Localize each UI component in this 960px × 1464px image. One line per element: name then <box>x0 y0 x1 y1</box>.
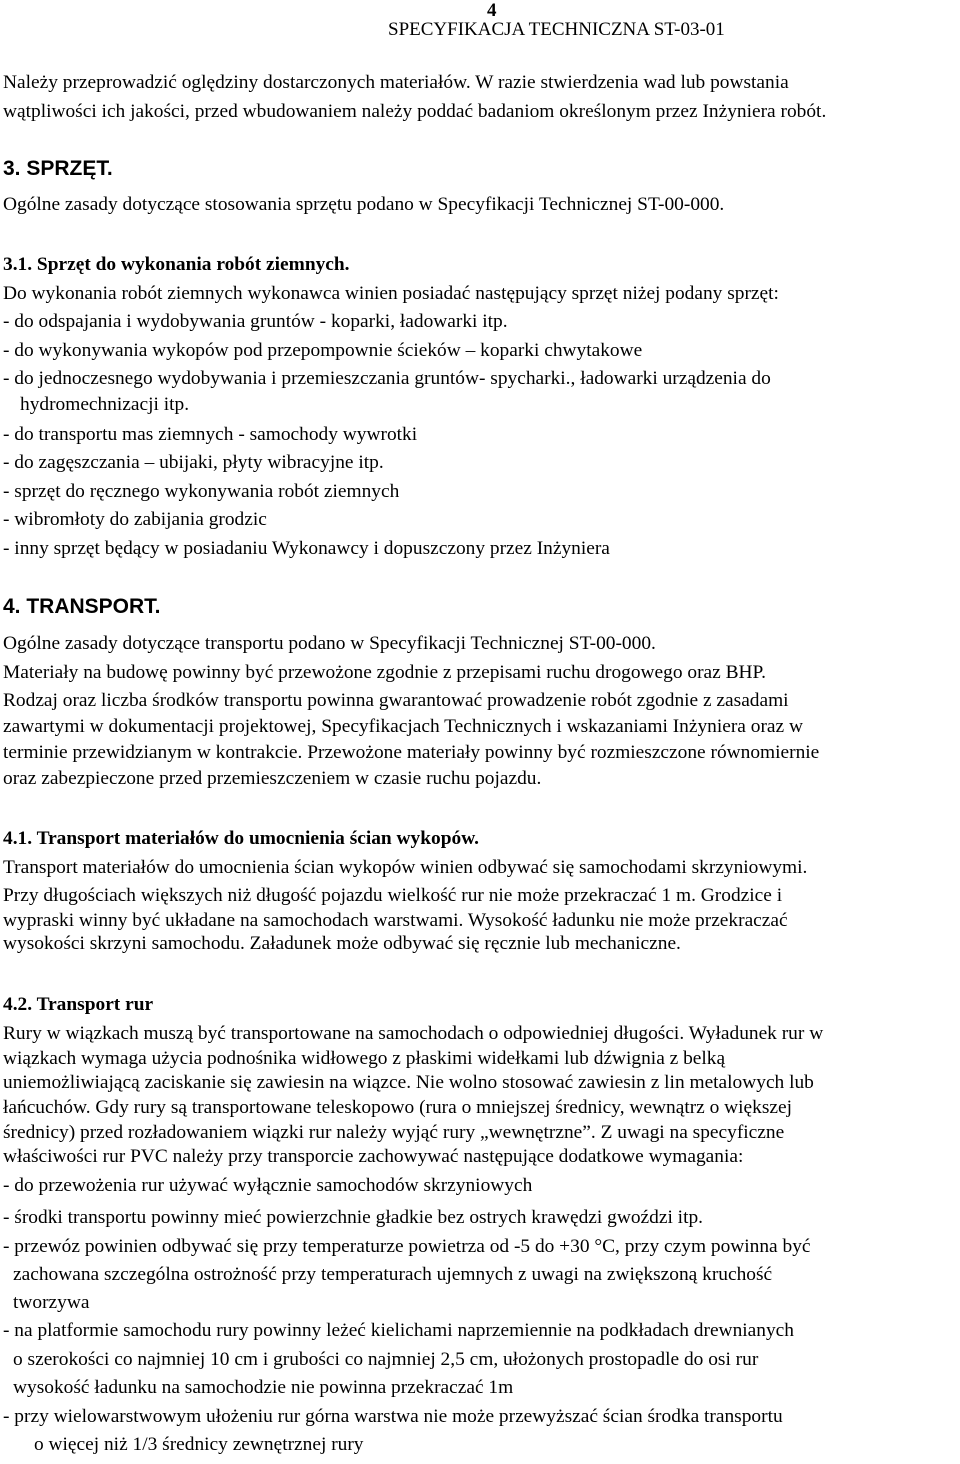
list-item-continuation: o więcej niż 1/3 średnicy zewnętrznej rury <box>34 1434 364 1455</box>
paragraph-line: Ogólne zasady dotyczące stosowania sprzętu podano w Specyfikacji Technicznej ST-00-000. <box>3 194 725 215</box>
section-heading-transport: 4. TRANSPORT. <box>3 595 161 618</box>
paragraph-line: wątpliwości ich jakości, przed wbudowaniem należy poddać badaniom określonym przez Inżyniera robót. <box>3 101 827 122</box>
list-item: - wibromłoty do zabijania grodzic <box>3 509 267 530</box>
paragraph-line: Rury w wiązkach muszą być transportowane na samochodach o odpowiedniej długości. Wyładunek rur w <box>3 1023 824 1044</box>
paragraph-line: Rodzaj oraz liczba środków transportu powinna gwarantować prowadzenie robót zgodnie z zasadami <box>3 690 789 711</box>
list-item: - sprzęt do ręcznego wykonywania robót ziemnych <box>3 481 400 502</box>
subsection-heading: 4.2. Transport rur <box>3 994 154 1015</box>
list-item-continuation: o szerokości co najmniej 10 cm i grubości co najmniej 2,5 cm, ułożonych prostopadle do osi rur <box>13 1349 759 1370</box>
list-item: - do wykonywania wykopów pod przepompownie ścieków – koparki chwytakowe <box>3 340 643 361</box>
paragraph-line: Transport materiałów do umocnienia ścian wykopów winien odbywać się samochodami skrzyniowymi. <box>3 857 808 878</box>
paragraph-line: Należy przeprowadzić oględziny dostarczonych materiałów. W razie stwierdzenia wad lub powstania <box>3 72 789 93</box>
list-item: - do transportu mas ziemnych - samochody wywrotki <box>3 424 418 445</box>
paragraph-line: wysokości skrzyni samochodu. Załadunek może odbywać się ręcznie lub mechaniczne. <box>3 933 681 954</box>
list-item-continuation: tworzywa <box>13 1292 90 1313</box>
paragraph-line: wiązkach wymaga użycia podnośnika widłowego z płaskimi widełkami lub dźwignia z belką <box>3 1048 726 1069</box>
spec-header-title: SPECYFIKACJA TECHNICZNA ST-03-01 <box>388 19 725 40</box>
subsection-heading: 3.1. Sprzęt do wykonania robót ziemnych. <box>3 254 350 275</box>
list-item: - przewóz powinien odbywać się przy temperaturze powietrza od -5 do +30 °C, przy czym powinna być <box>3 1236 811 1257</box>
paragraph-line: średnicy) przed rozładowaniem wiązki rur należy wyjąć rury „wewnętrzne”. Z uwagi na specyficzne <box>3 1122 785 1143</box>
paragraph-line: Materiały na budowę powinny być przewożone zgodnie z przepisami ruchu drogowego oraz BHP. <box>3 662 767 683</box>
paragraph-line: Do wykonania robót ziemnych wykonawca winien posiadać następujący sprzęt niżej podany sprzęt: <box>3 283 779 304</box>
paragraph-line: łańcuchów. Gdy rury są transportowane teleskopowo (rura o mniejszej średnicy, wewnątrz o większej <box>3 1097 793 1118</box>
section-heading-equipment: 3. SPRZĘT. <box>3 157 113 180</box>
page-number: 4 <box>487 0 497 21</box>
paragraph-line: Ogólne zasady dotyczące transportu podano w Specyfikacji Technicznej ST-00-000. <box>3 633 656 654</box>
list-item: - przy wielowarstwowym ułożeniu rur górna warstwa nie może przewyższać ścian środka transportu <box>3 1406 783 1427</box>
list-item: - do jednoczesnego wydobywania i przemieszczania gruntów- spycharki., ładowarki urządzenia do <box>3 368 771 389</box>
paragraph-line: zawartymi w dokumentacji projektowej, Specyfikacjach Technicznych i wskazaniami Inżyniera oraz w <box>3 716 803 737</box>
paragraph-line: uniemożliwiającą zaciskanie się zawiesin na wiązce. Nie wolno stosować zawiesin z lin metalowych lub <box>3 1072 814 1093</box>
list-item: - do zagęszczania – ubijaki, płyty wibracyjne itp. <box>3 452 384 473</box>
paragraph-line: oraz zabezpieczone przed przemieszczeniem w czasie ruchu pojazdu. <box>3 768 542 789</box>
list-item: - do odspajania i wydobywania gruntów - koparki, ładowarki itp. <box>3 311 508 332</box>
paragraph-line: właściwości rur PVC należy przy transporcie zachowywać następujące dodatkowe wymagania: <box>3 1146 744 1167</box>
paragraph-line: terminie przewidzianym w kontrakcie. Przewożone materiały powinny być rozmieszczone równomiernie <box>3 742 820 763</box>
list-item-continuation: wysokość ładunku na samochodzie nie powinna przekraczać 1m <box>13 1377 514 1398</box>
list-item-continuation: zachowana szczególna ostrożność przy temperaturach ujemnych z uwagi na zwiększoną kruchość <box>13 1264 773 1285</box>
list-item-continuation: hydromechnizacji itp. <box>20 394 190 415</box>
paragraph-line: wypraski winny być układane na samochodach warstwami. Wysokość ładunku nie może przekraczać <box>3 910 788 931</box>
subsection-heading: 4.1. Transport materiałów do umocnienia ścian wykopów. <box>3 828 479 849</box>
paragraph-line: Przy długościach większych niż długość pojazdu wielkość rur nie może przekraczać 1 m. Grodzice i <box>3 885 783 906</box>
list-item: - do przewożenia rur używać wyłącznie samochodów skrzyniowych <box>3 1175 533 1196</box>
list-item: - inny sprzęt będący w posiadaniu Wykonawcy i dopuszczony przez Inżyniera <box>3 538 610 559</box>
list-item: - środki transportu powinny mieć powierzchnie gładkie bez ostrych krawędzi gwoździ itp. <box>3 1207 704 1228</box>
list-item: - na platformie samochodu rury powinny leżeć kielichami naprzemiennie na podkładach drewnianych <box>3 1320 794 1341</box>
